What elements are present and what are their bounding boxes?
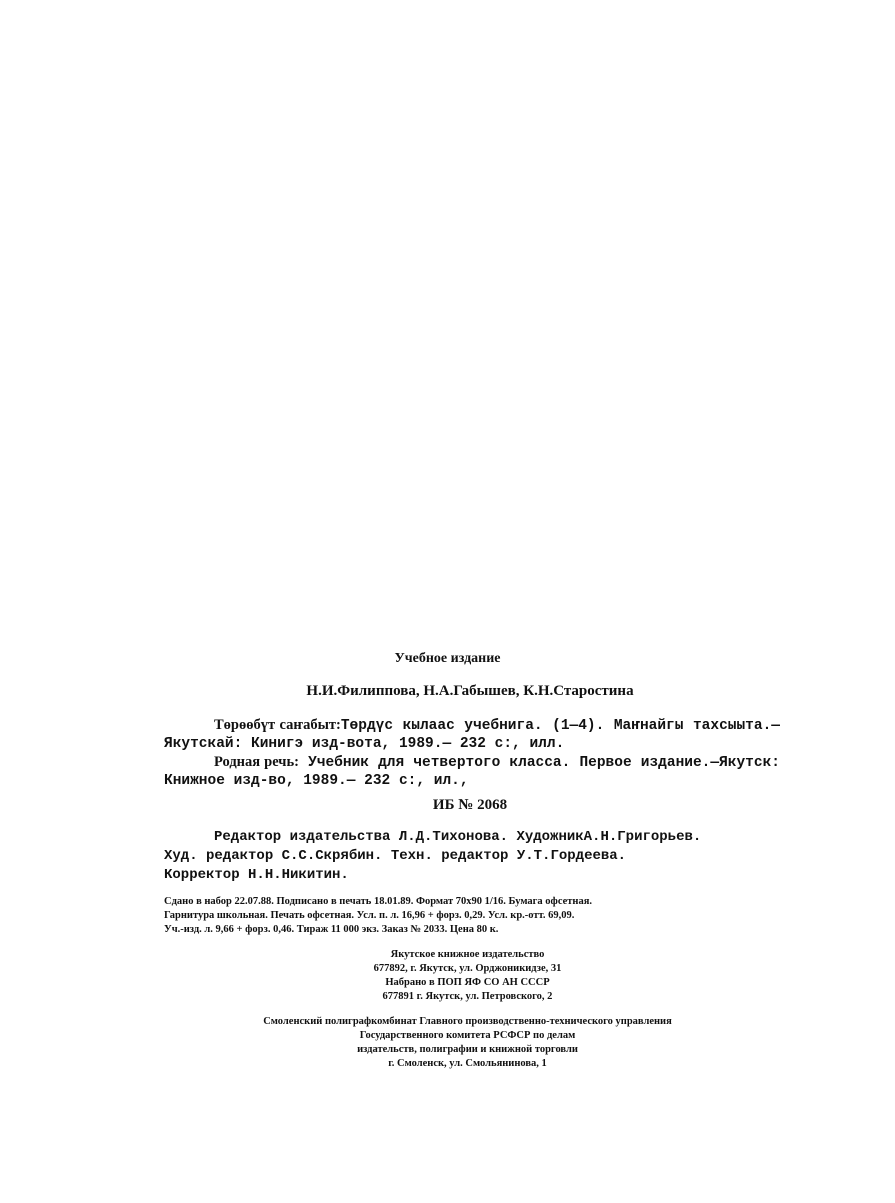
- publisher-name: Якутское книжное издательство: [390, 949, 545, 960]
- credits-line-2: Худ. редактор С.С.Скрябин. Техн. редактор У.Т.Гордеева.: [164, 848, 627, 864]
- bibliography: [164, 716, 780, 790]
- credits: [164, 828, 780, 885]
- printer-line-2: Государственного комитета РСФСР по делам: [359, 1030, 576, 1041]
- russian-description: Учебник для четвертого класса. Первое издание.—Якутск: Книжное изд-во, 1989.— 232 с:, ил.,: [164, 755, 780, 789]
- publisher-info: [0, 948, 895, 1004]
- edition-type: Учебное издание: [394, 651, 501, 666]
- tech-line-3: Уч.-изд. л. 9,66 + форз. 0,46. Тираж 11 000 экз. Заказ № 2033. Цена 80 к.: [164, 924, 499, 935]
- technical-details: [164, 895, 780, 937]
- russian-bibliography-entry: [164, 753, 780, 790]
- printer-info: [0, 1015, 895, 1071]
- russian-title: Родная речь:: [214, 754, 299, 770]
- typeset-line: Набрано в ПОП ЯФ СО АН СССР: [385, 977, 550, 988]
- ib-number: ИБ № 2068: [432, 797, 508, 813]
- yakut-description: Төрдүс кылаас учебнига. (1—4). Маҥнайгы тахсыыта.—Якутскай: Кинигэ изд-вота, 1989.— 232 с:, илл.: [164, 718, 780, 752]
- credits-line-1: Редактор издательства Л.Д.Тихонова. ХудожникА.Н.Григорьев.: [214, 829, 702, 845]
- publisher-address: 677892, г. Якутск, ул. Орджоникидзе, 31: [373, 963, 562, 974]
- printer-line-1: Смоленский полиграфкомбинат Главного производственно-технического управления: [263, 1016, 672, 1027]
- printer-line-3: издательств, полиграфии и книжной торговли: [357, 1044, 578, 1055]
- yakut-bibliography-entry: [164, 716, 780, 753]
- tech-line-1: Сдано в набор 22.07.88. Подписано в печать 18.01.89. Формат 70х90 1/16. Бумага офсетная.: [164, 896, 593, 907]
- yakut-title: Төрөөбүт саҥабыт:: [214, 717, 341, 733]
- printer-line-4: г. Смоленск, ул. Смольянинова, 1: [388, 1058, 547, 1069]
- typeset-address: 677891 г. Якутск, ул. Петровского, 2: [382, 991, 553, 1002]
- credits-line-3: Корректор Н.Н.Никитин.: [164, 867, 349, 883]
- tech-line-2: Гарнитура школьная. Печать офсетная. Усл. п. л. 16,96 + форз. 0,29. Усл. кр.-отт. 69,09.: [164, 910, 575, 921]
- authors-line: Н.И.Филиппова, Н.А.Габышев, К.Н.Старостина: [306, 683, 634, 699]
